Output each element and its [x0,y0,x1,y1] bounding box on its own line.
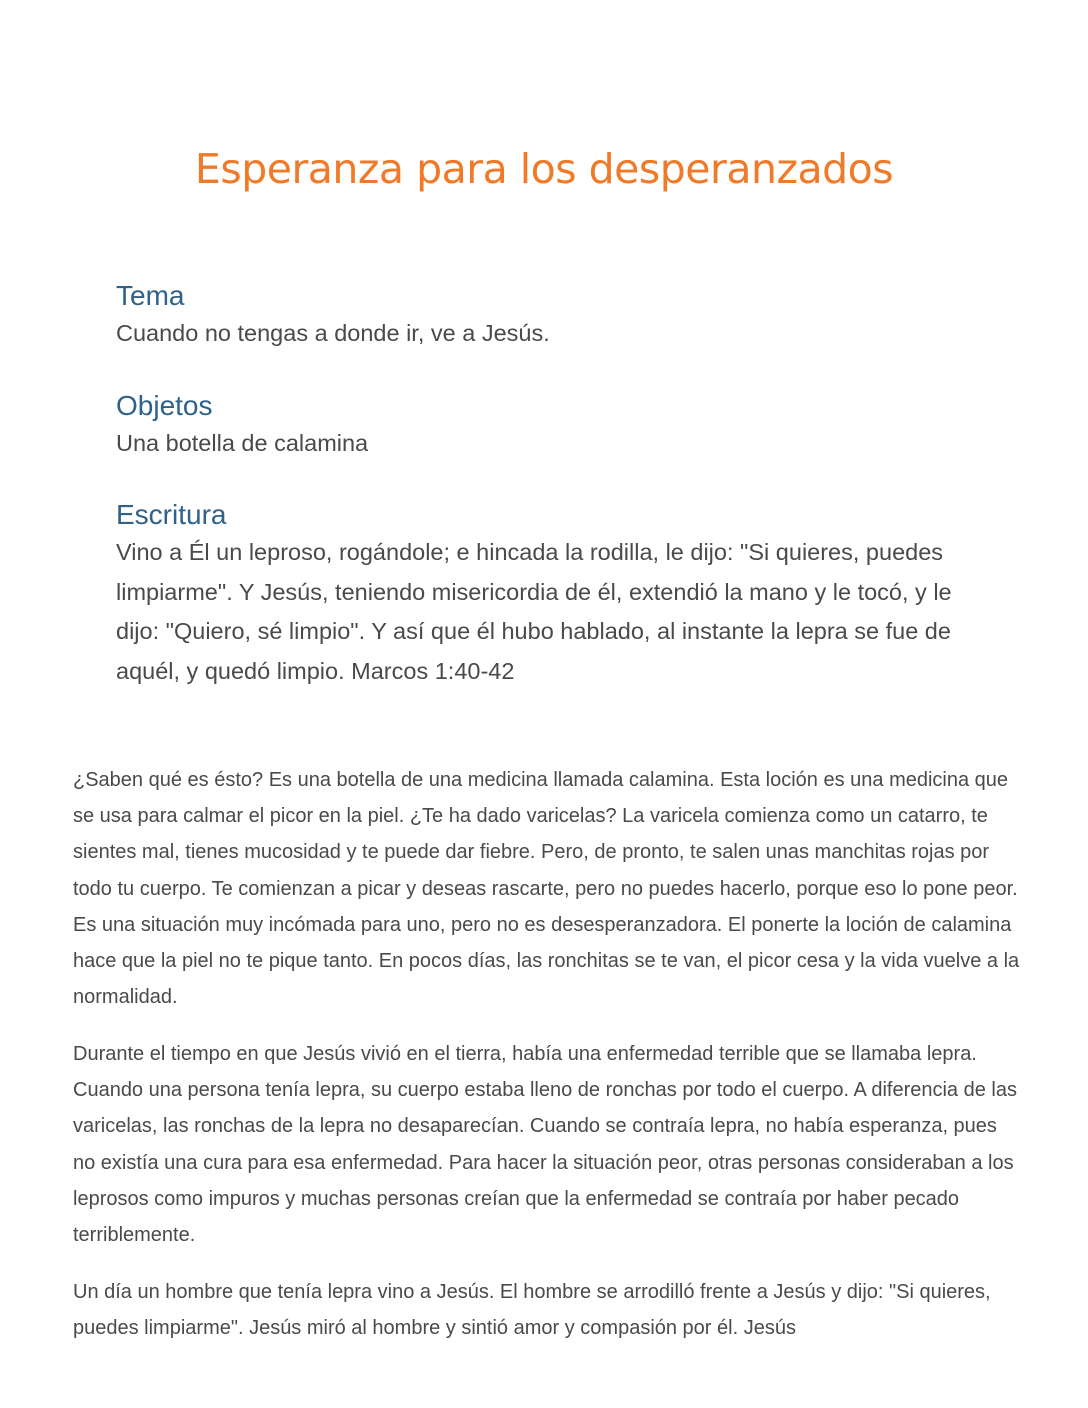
section-heading-escritura: Escritura [116,499,227,530]
body-paragraph: ¿Saben qué es ésto? Es una botella de una medicina llamada calamina. Esta loción es una medicina que se usa para calmar el picor en la piel. ¿Te ha dado varicelas? La varicela comienza como un catarro, te sientes mal, tienes mucosidad y te puede dar fiebre. Pero, de pronto, te salen unas manchitas rojas por todo tu cuerpo. Te comienzan a picar y deseas rascarte, pero no puedes hacerlo, porque eso lo pone peor. Es una situación muy incómada para uno, pero no es desesperanzadora. El ponerte la loción de calamina hace que la piel no te pique tanto. En pocos días, las ronchitas se te van, el picor cesa y la vida vuelve a la normalidad. [73,769,1020,1009]
section-heading-objetos: Objetos [116,390,213,421]
section-body-objetos: Una botella de calamina [116,430,369,456]
body-paragraph: Durante el tiempo en que Jesús vivió en el tierra, había una enfermedad terrible que se llamaba lepra. Cuando una persona tenía lepra, su cuerpo estaba lleno de ronchas por todo el cuerpo. A diferencia de las varicelas, las ronchas de la lepra no desaparecían. Cuando se contraía lepra, no había esperanza, pues no existía una cura para esa enfermedad. Para hacer la situación peor, otras personas consideraban a los leprosos como impuros y muchas personas creían que la enfermedad se contraía por haber pecado terriblemente. [73,1043,1017,1247]
section-tema [116,278,996,354]
page-title: Esperanza para los desperanzados [194,145,894,193]
section-escritura [116,497,996,691]
body-paragraph: Un día un hombre que tenía lepra vino a Jesús. El hombre se arrodilló frente a Jesús y dijo: "Si quieres, puedes limpiarme". Jesús miró al hombre y sintió amor y compasión por él. Jesús [73,1281,991,1340]
section-heading-tema: Tema [116,280,185,311]
section-body-tema: Cuando no tengas a donde ir, ve a Jesús. [116,320,550,346]
section-body-escritura: Vino a Él un leproso, rogándole; e hincada la rodilla, le dijo: "Si quieres, puedes limpiarme". Y Jesús, teniendo misericordia de él, extendió la mano y le tocó, y le dijo: "Quiero, sé limpio". Y así que él hubo hablado, al instante la lepra se fue de aquél, y quedó limpio. Marcos 1:40-42 [116,539,952,684]
section-objetos [116,388,996,464]
